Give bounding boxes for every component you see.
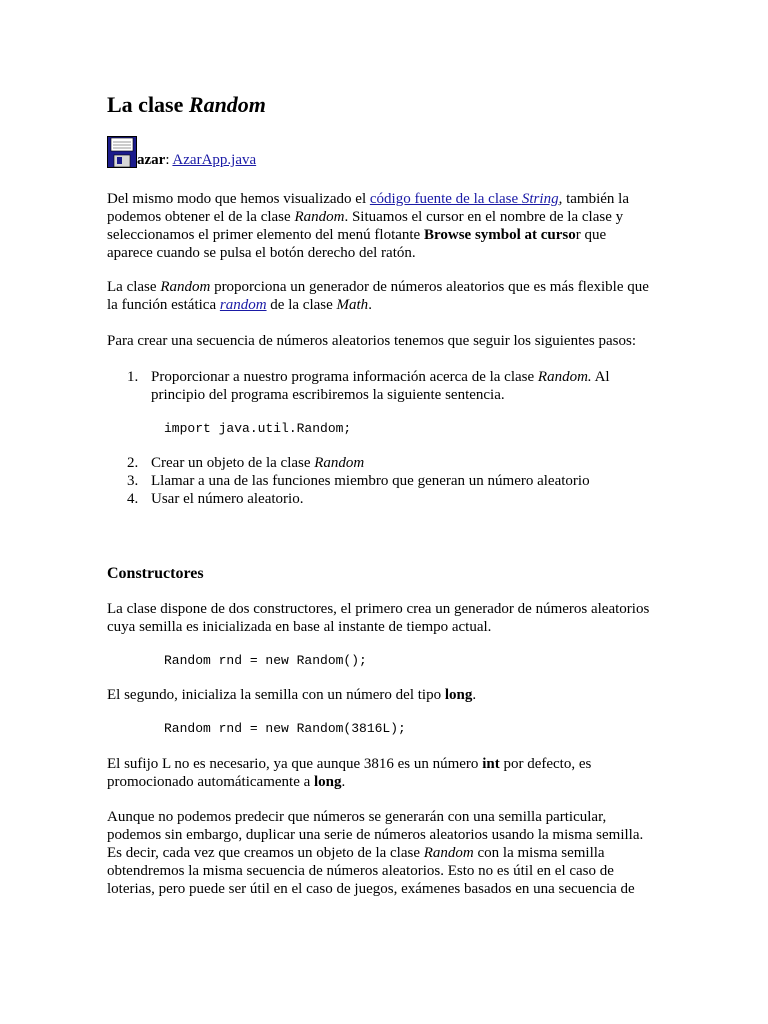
step1-text-1: Proporcionar a nuestro programa información acerca de la clase (151, 369, 538, 385)
download-link[interactable]: AzarApp.java (172, 152, 257, 168)
step4-text: Usar el número aleatorio. (151, 491, 304, 507)
string-source-link[interactable] (370, 191, 559, 207)
floppy-disk-icon[interactable] (107, 136, 137, 168)
string-source-link-italic: String (521, 191, 559, 207)
random-function-link[interactable] (220, 297, 267, 313)
download-label (137, 151, 256, 169)
p5-text-2: . (472, 687, 477, 703)
random-function-link-text: random (219, 297, 267, 313)
string-source-link-text: código fuente de la clase (369, 191, 522, 207)
p1-text-1: Del mismo modo que hemos visualizado el (107, 191, 370, 207)
code-import: import java.util.Random; (164, 421, 352, 436)
list-item-number: 1. (127, 369, 139, 385)
p2-italic-math: Math (336, 297, 369, 313)
p6-text-1: El sufijo L no es necesario, ya que aunque 3816 es un número (107, 756, 483, 772)
p7-text-2: con la misma semilla obtendremos la misma secuencia de números aleatorios. Esto no es útil en el caso de loterias, pero puede ser útil en el caso de juegos, exámenes basados en una secuencia de (107, 845, 635, 897)
download-colon: : (165, 152, 173, 168)
document-page (107, 92, 652, 897)
p7-italic-random: Random (423, 845, 474, 861)
list-item-number: 2. (127, 455, 139, 471)
p5-text-1: El segundo, inicializa la semilla con un número del tipo (107, 687, 445, 703)
p2-text-1: La clase (107, 279, 161, 295)
paragraph-steps-intro: Para crear una secuencia de números aleatorios tenemos que seguir los siguientes pasos: (107, 333, 636, 349)
list-item (107, 368, 652, 404)
paragraph-suffix (107, 755, 652, 791)
title-class-name: Random (188, 92, 266, 117)
p5-bold-long: long (444, 687, 473, 703)
step3-text: Llamar a una de las funciones miembro que generan un número aleatorio (151, 473, 590, 489)
paragraph-constructors: La clase dispone de dos constructores, el primero crea un generador de números aleatorios cuya semilla es inicializada en base al instante de tiempo actual. (107, 601, 650, 635)
section-heading-constructors: Constructores (107, 565, 204, 582)
paragraph-random-description (107, 278, 652, 314)
p7-text-1: Aunque no podemos predecir que números se generarán con una semilla particular, podemos sin embargo, duplicar una serie de números aleatorios usando la misma semilla. Es decir, cada vez que creamos un objeto de la clase (107, 809, 644, 861)
list-item-number: 4. (127, 491, 139, 507)
page-title (107, 92, 652, 118)
paragraph-second-constructor (107, 686, 652, 704)
steps-list-continued (107, 454, 652, 508)
step1-text-2: Al principio del programa escribiremos la siguiente sentencia. (151, 369, 610, 403)
download-label-bold: azar (137, 152, 166, 168)
code-constructor-default: Random rnd = new Random(); (164, 653, 367, 668)
list-item-number: 3. (127, 473, 139, 489)
p1-text-3: . Situamos el cursor en el nombre de la clase y seleccionamos el primer elemento del menú flotante (107, 209, 624, 243)
steps-list (107, 368, 652, 404)
list-item (107, 472, 652, 490)
paragraph-intro (107, 190, 652, 262)
p2-italic-random: Random (160, 279, 211, 295)
p6-bold-long: long (314, 774, 342, 790)
paragraph-seed-explanation (107, 808, 652, 898)
p1-italic-random: Random (294, 209, 345, 225)
p2-text-3: de la clase (266, 297, 337, 313)
p1-bold-browse: Browse symbol at curso (423, 227, 576, 243)
step2-italic: Random (314, 455, 365, 471)
step2-text: Crear un objeto de la clase (151, 455, 315, 471)
p6-bold-int: int (482, 756, 500, 772)
list-item (107, 454, 652, 472)
title-text: La clase (107, 92, 189, 117)
p6-text-2: por defecto, es promocionado automáticamente a (107, 756, 592, 790)
code-constructor-seed: Random rnd = new Random(3816L); (164, 721, 406, 736)
p6-text-3: . (341, 774, 346, 790)
p1-text-4: r que aparece cuando se pulsa el botón derecho del ratón. (107, 227, 607, 261)
list-item (107, 490, 652, 508)
p2-text-2: proporciona un generador de números aleatorios que es más flexible que la función estática (107, 279, 649, 313)
step1-italic: Random. (537, 369, 592, 385)
p1-text-2: , también la podemos obtener el de la clase (107, 191, 629, 225)
p2-text-4: . (368, 297, 372, 313)
